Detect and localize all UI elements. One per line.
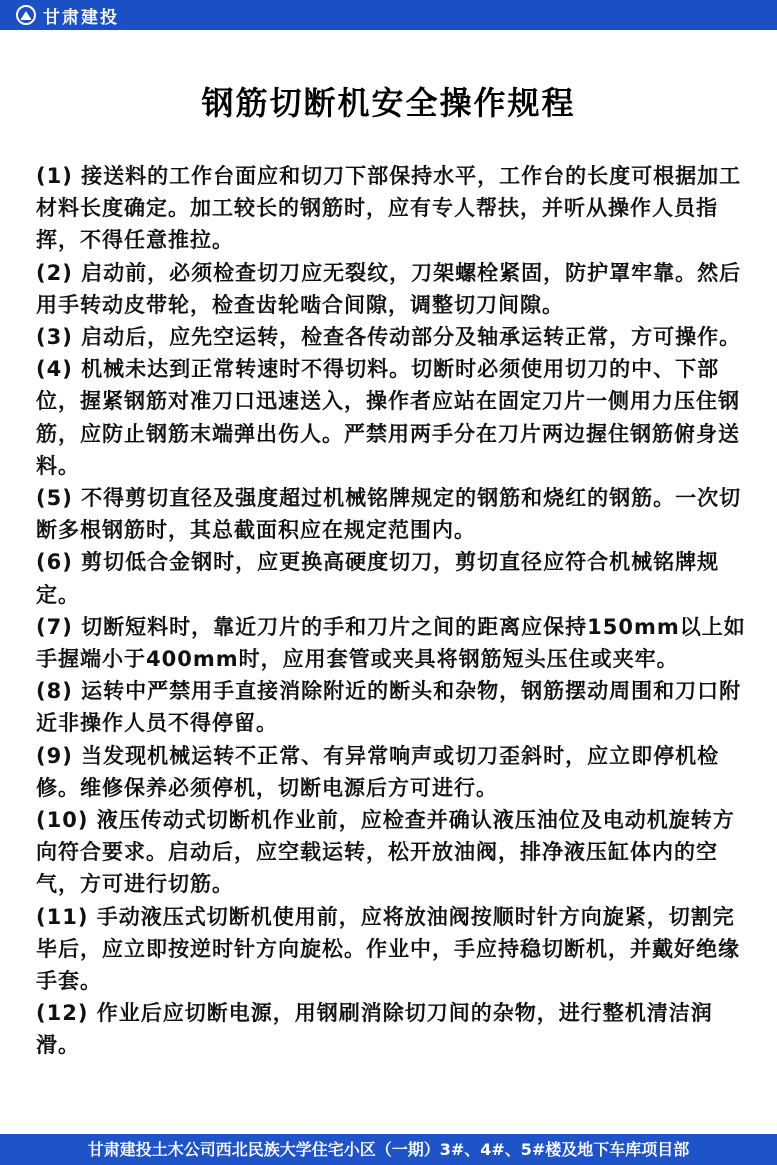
rule-item: (5) 不得剪切直径及强度超过机械铭牌规定的钢筋和烧红的钢筋。一次切断多根钢筋时，其总截面积应在规定范围内。: [36, 486, 742, 543]
rule-item: (3) 启动后，应先空运转，检查各传动部分及轴承运转正常，方可操作。: [36, 325, 742, 350]
rule-item: (2) 启动前，必须检查切刀应无裂纹，刀架螺栓紧固，防护罩牢靠。然后用手转动皮带轮，检查齿轮啮合间隙，调整切刀间隙。: [36, 260, 742, 317]
content-panel: [0, 30, 777, 1134]
rule-item: (7) 切断短料时，靠近刀片的手和刀片之间的距离应保持150mm以上如手握端小于400mm时，应用套管或夹具将钢筋短头压住或夹牢。: [36, 614, 746, 672]
triangle-logo-icon: [16, 5, 36, 25]
footer-bar: 甘肃建投土木公司西北民族大学住宅小区（一期）3#、4#、5#楼及地下车库项目部: [0, 1134, 777, 1165]
top-bar: [0, 0, 777, 30]
rule-item: (9) 当发现机械运转不正常、有异常响声或切刀歪斜时，应立即停机检修。维修保养必须停机，切断电源后方可进行。: [36, 743, 720, 800]
rule-item: (4) 机械未达到正常转速时不得切料。切断时必须使用切刀的中、下部位，握紧钢筋对准刀口迅速送入，操作者应站在固定刀片一侧用力压住钢筋，应防止钢筋末端弹出伤人。严禁用两手分在刀片两边握住钢筋俯身送料。: [36, 357, 740, 478]
page-title: 钢筋切断机安全操作规程: [201, 84, 576, 122]
rule-item: (11) 手动液压式切断机使用前，应将放油阀按顺时针方向旋紧，切割完毕后，应立即按逆时针方向旋松。作业中，手应持稳切断机，并戴好绝缘手套。: [36, 904, 740, 994]
brand-name: 甘肃建投: [43, 7, 119, 28]
rule-item: (8) 运转中严禁用手直接消除附近的断头和杂物，钢筋摆动周围和刀口附近非操作人员不得停留。: [36, 679, 742, 736]
rule-item: (1) 接送料的工作台面应和切刀下部保持水平，工作台的长度可根据加工材料长度确定。加工较长的钢筋时，应有专人帮扶，并听从操作人员指挥，不得任意推拉。: [36, 164, 742, 253]
rule-item: (6) 剪切低合金钢时，应更换高硬度切刀，剪切直径应符合机械铭牌规定。: [36, 550, 720, 607]
rule-item: (12) 作业后应切断电源，用钢刷消除切刀间的杂物，进行整机清洁润滑。: [36, 1001, 713, 1058]
rule-item: (10) 液压传动式切断机作业前，应检查并确认液压油位及电动机旋转方向符合要求。启动后，应空载运转，松开放油阀，排净液压缸体内的空气，方可进行切筋。: [36, 808, 735, 897]
rules-list: [36, 160, 748, 1062]
